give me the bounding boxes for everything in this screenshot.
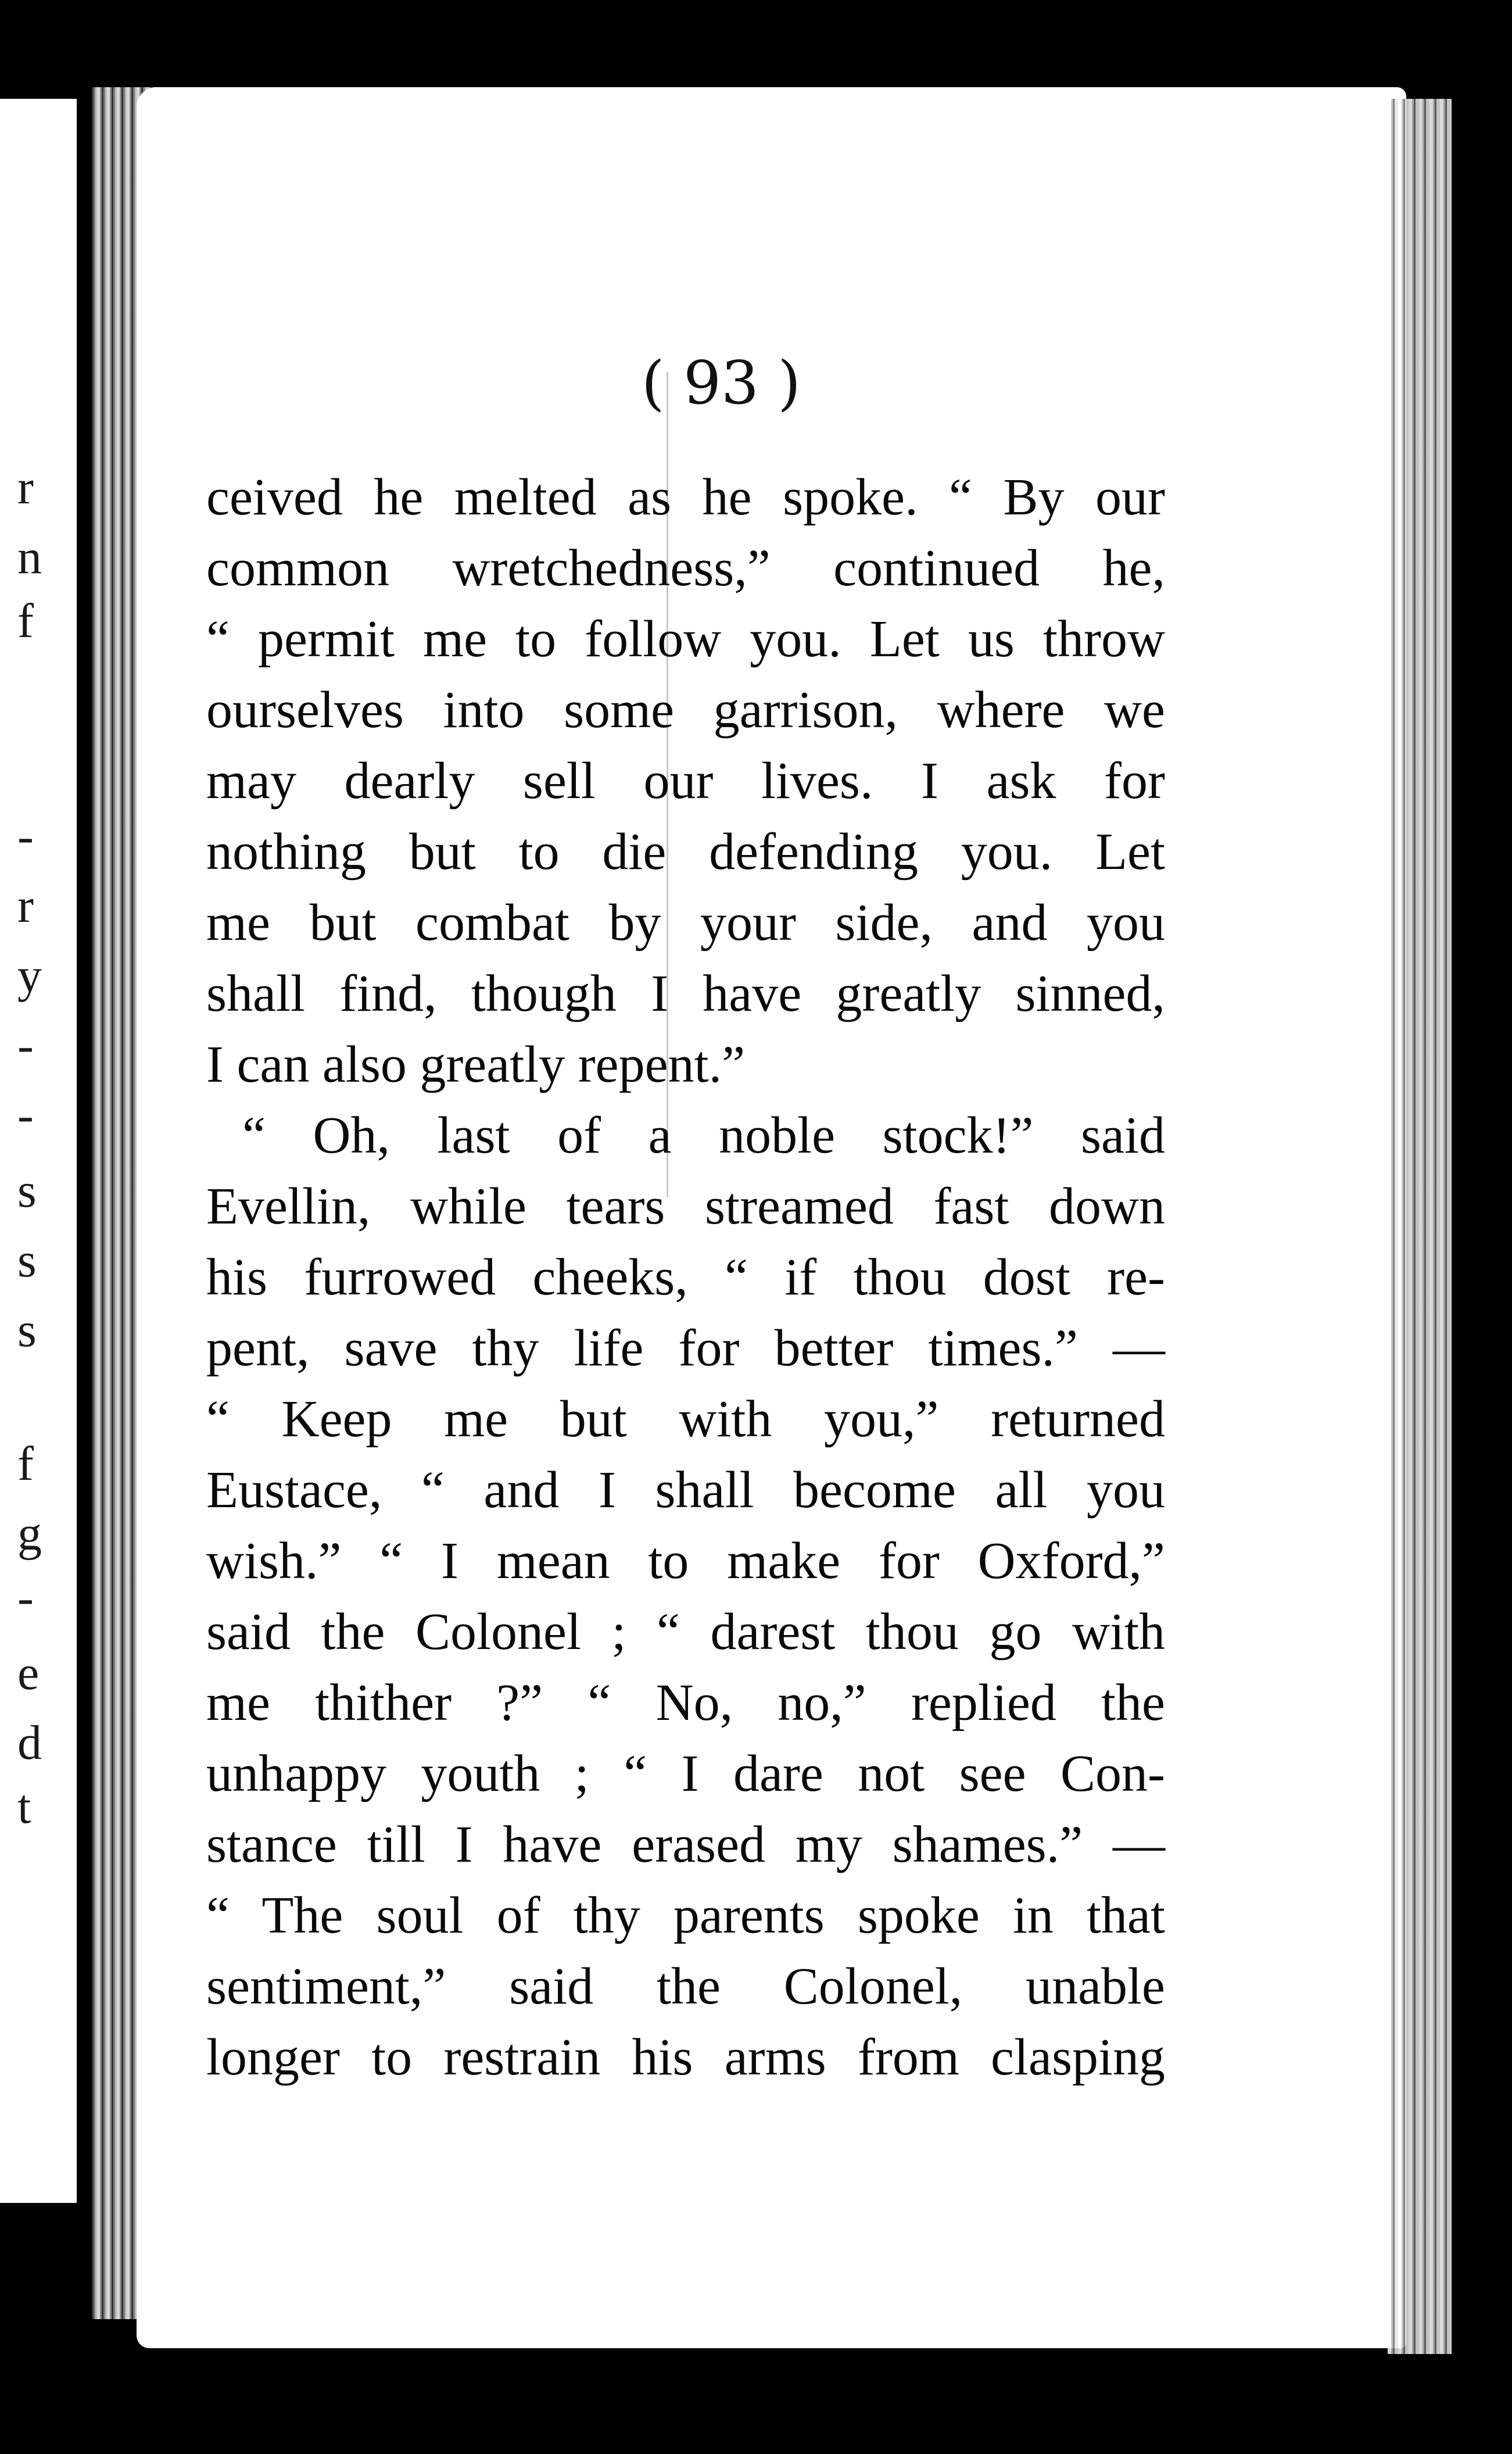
text-line: said the Colonel ; “ darest thou go with: [206, 1603, 1165, 1661]
text-line: sentiment,” said the Colonel, unable: [206, 1958, 1165, 2015]
margin-fragment: d: [17, 1716, 42, 1770]
margin-fragment: s: [17, 1303, 37, 1357]
text-line: ceived he melted as he spoke. “ By our: [206, 468, 1165, 526]
text-line: pent, save thy life for better times.” —: [206, 1319, 1165, 1377]
margin-fragment: f: [17, 594, 34, 648]
margin-fragment: n: [17, 530, 42, 584]
text-line: longer to restrain his arms from clasping: [206, 2029, 1165, 2086]
text-line: stance till I have erased my shames.” —: [206, 1816, 1165, 1873]
margin-fragment: -: [17, 1088, 34, 1142]
margin-fragment: s: [17, 1164, 37, 1218]
text-line: Eustace, “ and I shall become all you: [206, 1461, 1165, 1519]
text-line: may dearly sell our lives. I ask for: [206, 752, 1165, 810]
margin-fragment: r: [17, 879, 34, 933]
margin-fragment: g: [17, 1507, 42, 1561]
text-line: wish.” “ I mean to make for Oxford,”: [206, 1532, 1165, 1590]
margin-fragment: -: [17, 809, 34, 863]
text-line: nothing but to die defending you. Let: [206, 823, 1165, 881]
margin-fragment: f: [17, 1437, 34, 1491]
page-number: ( 93 ): [641, 349, 801, 418]
page-edge: [1388, 99, 1452, 2354]
margin-fragment: -: [17, 1018, 34, 1072]
margin-fragment: s: [17, 1233, 37, 1287]
margin-fragment: y: [17, 949, 42, 1003]
text-line: I can also greatly repent.”: [206, 1036, 746, 1093]
text-line: “ permit me to follow you. Let us throw: [206, 610, 1165, 668]
margin-fragment: -: [17, 1571, 34, 1625]
text-line: me but combat by your side, and you: [206, 894, 1165, 951]
text-line: me thither ?” “ No, no,” replied the: [206, 1674, 1165, 1732]
text-line: ourselves into some garrison, where we: [206, 681, 1165, 739]
text-line: common wretchedness,” continued he,: [206, 539, 1165, 597]
text-line: “ Keep me but with you,” returned: [206, 1390, 1165, 1448]
margin-fragment: t: [17, 1780, 31, 1834]
margin-fragment: e: [17, 1646, 40, 1700]
page-text: [206, 462, 1165, 2093]
text-line: his furrowed cheeks, “ if thou dost re-: [206, 1249, 1165, 1306]
text-line: Evellin, while tears streamed fast down: [206, 1178, 1165, 1235]
text-line: “ Oh, last of a noble stock!” said: [242, 1107, 1165, 1164]
text-line: “ The soul of thy parents spoke in that: [206, 1887, 1165, 1944]
text-line: shall find, though I have greatly sinned,: [206, 965, 1165, 1022]
text-line: unhappy youth ; “ I dare not see Con-: [206, 1745, 1165, 1802]
margin-fragment: r: [17, 460, 34, 514]
